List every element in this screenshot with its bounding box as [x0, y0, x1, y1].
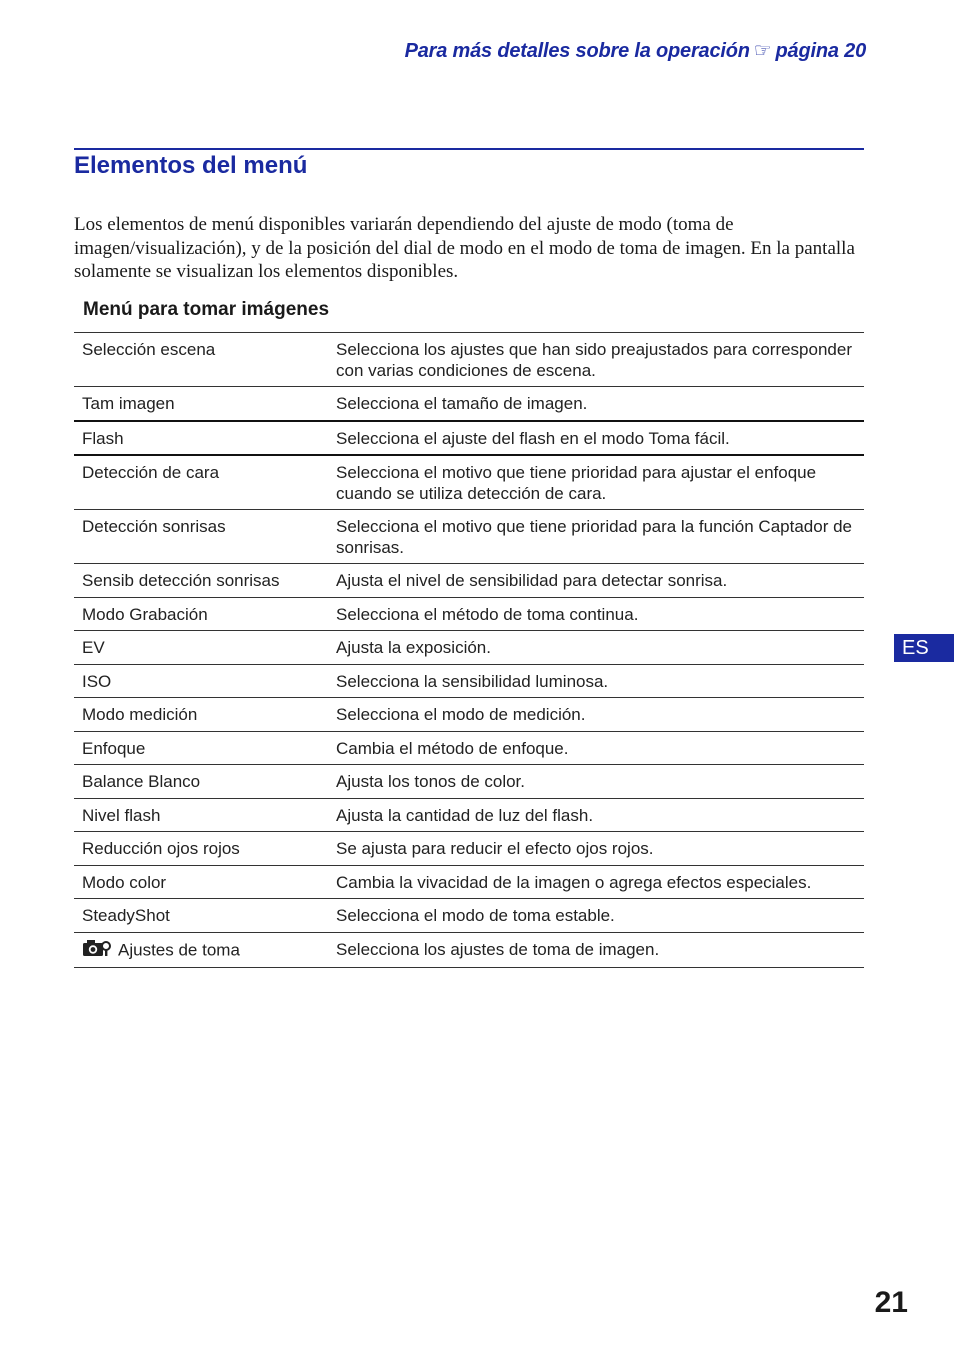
menu-item-name: Flash	[74, 421, 328, 456]
menu-item-description: Se ajusta para reducir el efecto ojos rojos.	[328, 832, 864, 866]
menu-item-description: Selecciona el método de toma continua.	[328, 597, 864, 631]
section-divider	[74, 148, 864, 150]
table-row	[74, 698, 864, 732]
table-row	[74, 832, 864, 866]
menu-item-description: Ajusta el nivel de sensibilidad para detectar sonrisa.	[328, 564, 864, 598]
table-row	[74, 899, 864, 933]
menu-item-description: Selecciona el motivo que tiene prioridad para la función Captador de sonrisas.	[328, 510, 864, 564]
menu-item-name: Modo Grabación	[74, 597, 328, 631]
menu-item-description: Selecciona el ajuste del flash en el modo Toma fácil.	[328, 421, 864, 456]
menu-item-description: Selecciona el motivo que tiene prioridad para ajustar el enfoque cuando se utiliza detección de cara.	[328, 455, 864, 510]
table-row	[74, 664, 864, 698]
page-reference-link[interactable]: página 20	[775, 40, 866, 62]
table-row	[74, 387, 864, 421]
menu-item-description: Ajusta los tonos de color.	[328, 765, 864, 799]
menu-item-name: SteadyShot	[74, 899, 328, 933]
menu-item-name: Detección de cara	[74, 455, 328, 510]
table-row	[74, 731, 864, 765]
table-row	[74, 597, 864, 631]
menu-item-name: Balance Blanco	[74, 765, 328, 799]
menu-item-description: Cambia la vivacidad de la imagen o agrega efectos especiales.	[328, 865, 864, 899]
table-row	[74, 798, 864, 832]
page-reference	[405, 38, 866, 63]
menu-item-name: Nivel flash	[74, 798, 328, 832]
menu-item-description: Ajusta la cantidad de luz del flash.	[328, 798, 864, 832]
section-title: Elementos del menú	[74, 152, 308, 179]
menu-item-name: Tam imagen	[74, 387, 328, 421]
menu-item-name: Enfoque	[74, 731, 328, 765]
menu-item-name: Ajustes de toma	[118, 940, 240, 960]
table-row	[74, 765, 864, 799]
menu-item-description: Selecciona los ajustes que han sido preajustados para corresponder con varias condiciones de escena.	[328, 333, 864, 387]
table-row	[74, 510, 864, 564]
table-row	[74, 932, 864, 968]
menu-item-description: Cambia el método de enfoque.	[328, 731, 864, 765]
menu-item-name: ISO	[74, 664, 328, 698]
page-number: 21	[874, 1286, 908, 1319]
menu-item-name: Sensib detección sonrisas	[74, 564, 328, 598]
table-row	[74, 421, 864, 456]
table-row	[74, 333, 864, 387]
menu-item-name: Reducción ojos rojos	[74, 832, 328, 866]
menu-item-name: Selección escena	[74, 333, 328, 387]
menu-item-name: Modo medición	[74, 698, 328, 732]
page-reference-text: Para más detalles sobre la operación	[404, 40, 750, 62]
menu-item-name: Modo color	[74, 865, 328, 899]
menu-item-description: Selecciona el modo de toma estable.	[328, 899, 864, 933]
menu-item-description: Selecciona el tamaño de imagen.	[328, 387, 864, 421]
menu-item-description: Selecciona el modo de medición.	[328, 698, 864, 732]
menu-item-description: Selecciona los ajustes de toma de imagen.	[328, 932, 864, 968]
camera-settings-icon	[82, 937, 112, 963]
pointing-hand-icon: ☞	[753, 40, 772, 62]
intro-paragraph: Los elementos de menú disponibles variarán dependiendo del ajuste de modo (toma de imagen/visualización), y de la posición del dial de modo en el modo de toma de imagen. En la pantalla solamente se visualizan los elementos disponibles.	[74, 214, 855, 282]
language-tab: ES	[894, 634, 954, 662]
menu-item-cell	[74, 932, 328, 968]
menu-item-description: Ajusta la exposición.	[328, 631, 864, 665]
menu-items-table	[74, 332, 864, 968]
menu-item-name: EV	[74, 631, 328, 665]
table-row	[74, 564, 864, 598]
menu-item-name: Detección sonrisas	[74, 510, 328, 564]
menu-item-description: Selecciona la sensibilidad luminosa.	[328, 664, 864, 698]
table-heading: Menú para tomar imágenes	[83, 299, 330, 320]
table-row	[74, 455, 864, 510]
table-row	[74, 631, 864, 665]
table-row	[74, 865, 864, 899]
